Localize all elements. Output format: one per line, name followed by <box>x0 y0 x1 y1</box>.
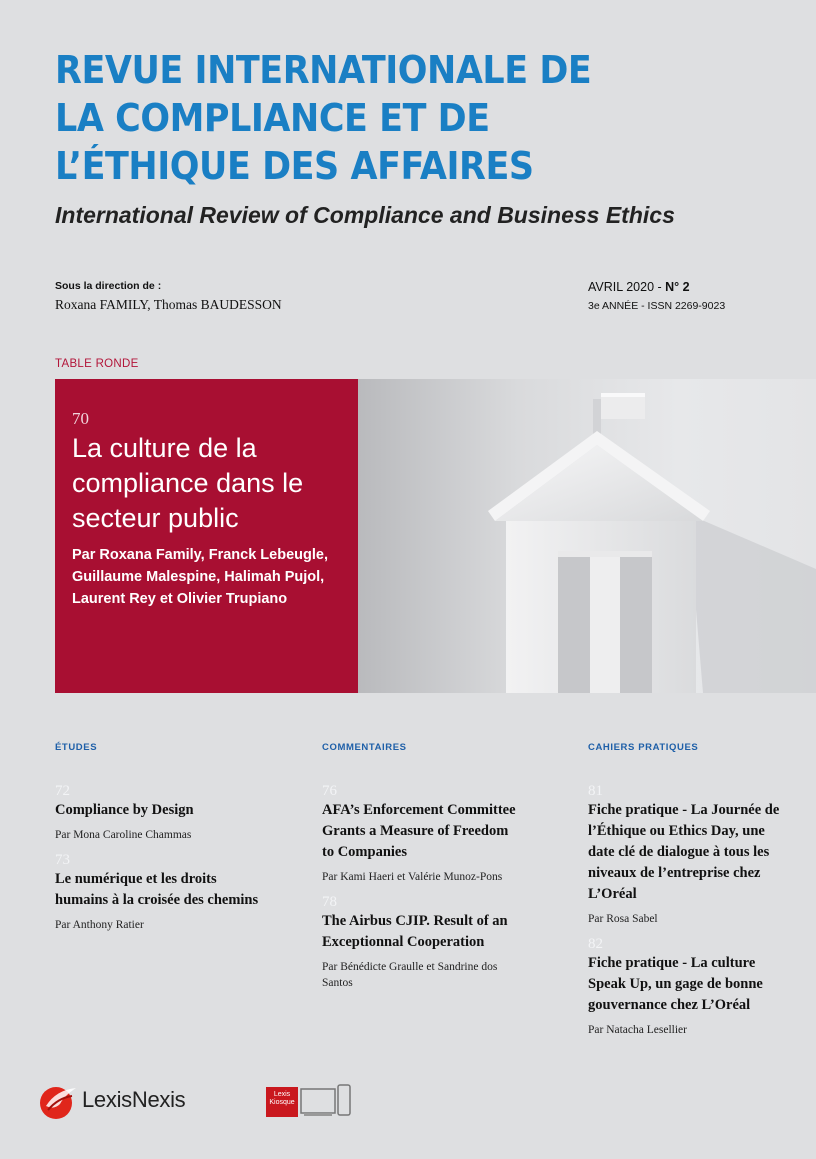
list-item <box>588 782 788 927</box>
article-page-number: 82 <box>588 936 603 952</box>
direction-names: Roxana FAMILY, Thomas BAUDESSON <box>55 297 282 312</box>
feature-title: La culture de la compliance dans le secteur public <box>72 433 304 533</box>
feature-authors: Par Roxana Family, Franck Lebeugle, Guillaume Malespine, Halimah Pujol, Laurent Rey et Olivier Trupiano <box>72 547 328 607</box>
article-author: Par Kami Haeri et Valérie Munoz-Pons <box>322 871 503 883</box>
building-icon <box>358 379 816 693</box>
list-item <box>55 851 265 933</box>
article-title: Fiche pratique - La Journée de l’Éthique ou Ethics Day, une date clé de dialogue à tous les niveaux de l’entreprise chez L’Oréal <box>588 802 780 902</box>
kiosque-badge-label: Lexis Kiosque <box>266 1087 298 1117</box>
journal-subtitle: International Review of Compliance and Business Ethics <box>55 202 675 228</box>
issue-issn: 3e ANNÉE - ISSN 2269-9023 <box>588 300 726 312</box>
article-author: Par Rosa Sabel <box>588 913 658 925</box>
article-page-number: 78 <box>322 894 337 910</box>
article-title: AFA’s Enforcement Committee Grants a Measure of Freedom to Companies <box>322 802 516 860</box>
article-page-number: 73 <box>55 852 70 868</box>
article-title: Compliance by Design <box>55 802 194 818</box>
article-title: Le numérique et les droits humains à la croisée des chemins <box>55 871 259 908</box>
issue-date-text: AVRIL 2020 - <box>588 280 666 294</box>
article-author: Par Mona Caroline Chammas <box>55 829 192 841</box>
column-etudes <box>55 782 265 941</box>
article-title: Fiche pratique - La culture Speak Up, un gage de bonne gouvernance chez L’Oréal <box>588 955 763 1013</box>
article-author: Par Anthony Ratier <box>55 919 144 931</box>
list-item <box>588 935 788 1038</box>
lexisnexis-bird-icon <box>38 1084 78 1120</box>
journal-title-line-3: L’ÉTHIQUE DES AFFAIRES <box>55 144 534 188</box>
column-commentaires <box>322 782 517 999</box>
direction-label: Sous la direction de : <box>55 280 162 292</box>
lexisnexis-logo <box>38 1084 78 1125</box>
feature-page-number: 70 <box>72 409 89 428</box>
article-page-number: 72 <box>55 783 70 799</box>
article-author: Par Natacha Lesellier <box>588 1024 687 1036</box>
journal-title-line-1: REVUE INTERNATIONALE DE <box>55 48 592 92</box>
article-page-number: 76 <box>322 783 337 799</box>
article-author: Par Bénédicte Graulle et Sandrine dos Santos <box>322 961 498 989</box>
article-page-number: 81 <box>588 783 603 799</box>
article-title: The Airbus CJIP. Result of an Exceptionnal Cooperation <box>322 913 508 950</box>
column-cahiers-pratiques <box>588 782 788 1046</box>
list-item <box>322 782 517 885</box>
lexis-kiosque-badge <box>266 1083 352 1119</box>
column-heading-commentaires: COMMENTAIRES <box>322 742 407 753</box>
feature-section-tag: TABLE RONDE <box>55 358 139 370</box>
devices-icon <box>300 1083 352 1119</box>
issue-date <box>588 280 690 294</box>
list-item <box>55 782 265 843</box>
journal-title-line-2: LA COMPLIANCE ET DE <box>55 96 490 140</box>
school-building-illustration <box>358 379 816 693</box>
issue-number: N° 2 <box>665 280 690 294</box>
list-item <box>322 893 517 991</box>
column-heading-cahiers-pratiques: CAHIERS PRATIQUES <box>588 742 699 753</box>
column-heading-etudes: ÉTUDES <box>55 742 98 753</box>
feature-box <box>55 379 358 693</box>
publisher-name: LexisNexis <box>82 1087 186 1112</box>
